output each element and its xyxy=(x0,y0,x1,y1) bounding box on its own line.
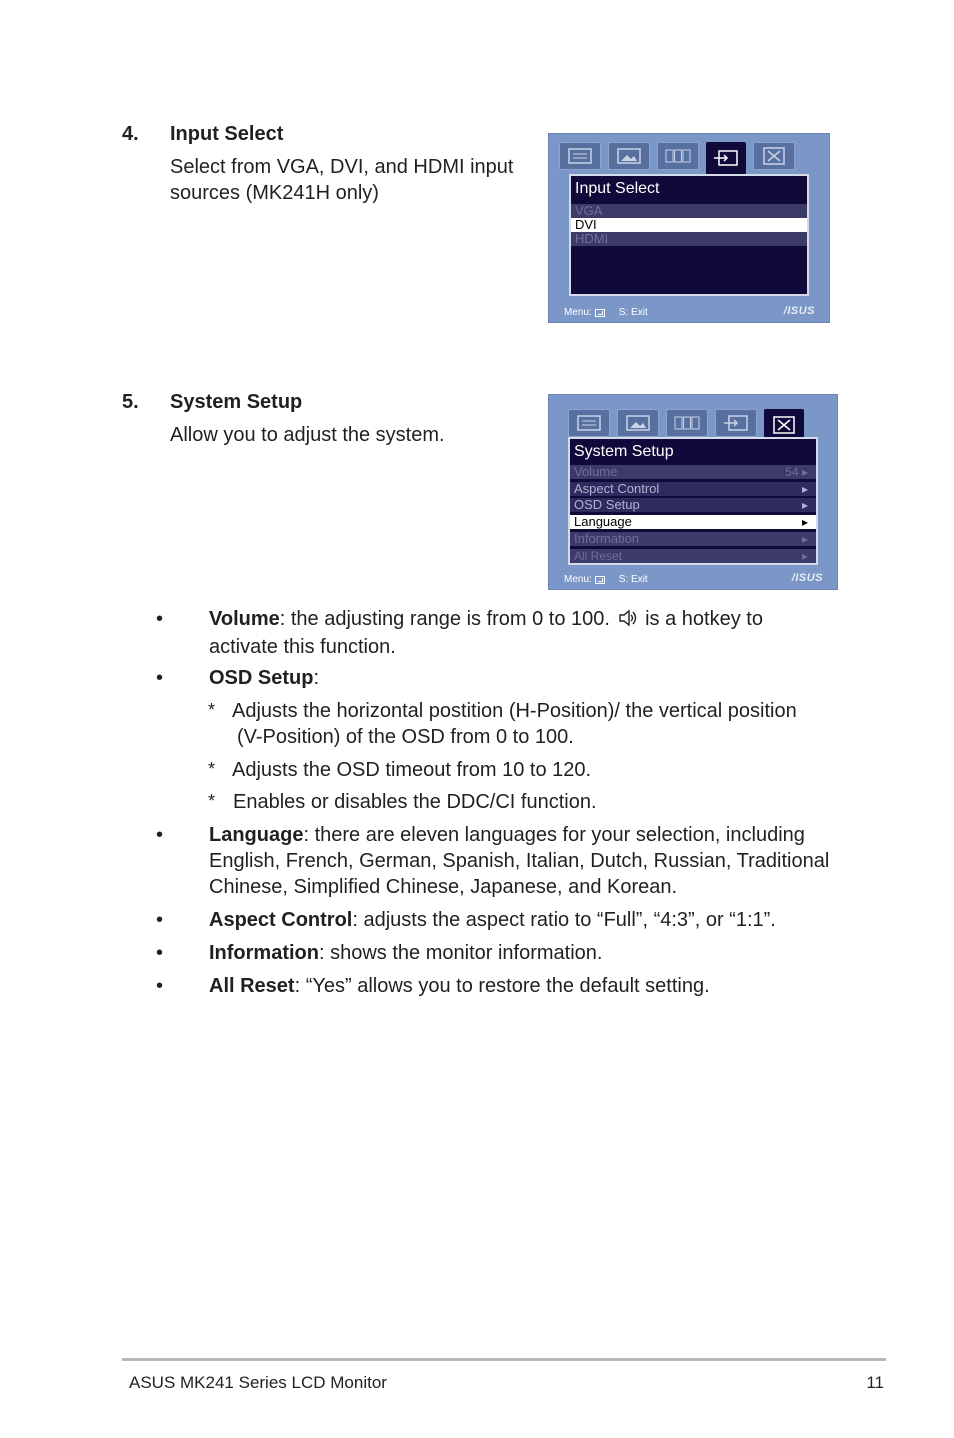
section-5-number: 5. xyxy=(122,391,139,413)
speaker-icon xyxy=(618,608,638,634)
chevron-right-icon: ▸ xyxy=(801,498,808,512)
image-tab-icon xyxy=(617,409,659,437)
osd-sub-item-1 xyxy=(232,698,797,750)
osd-footer-exit: S: Exit xyxy=(618,307,648,318)
section-4-description xyxy=(170,154,513,206)
footer-divider xyxy=(122,1358,886,1361)
bullet-all-reset-text: : “Yes” allows you to restore the default setting. xyxy=(294,975,710,997)
chevron-right-icon: ▸ xyxy=(801,482,808,496)
footer-title: ASUS MK241 Series LCD Monitor xyxy=(129,1373,387,1392)
bullet-information xyxy=(209,940,602,966)
bullet-osd-setup-marker: • xyxy=(156,667,164,689)
bullet-all-reset-label: All Reset xyxy=(209,975,295,997)
bullet-volume xyxy=(209,606,763,660)
osd-system-setup xyxy=(548,394,838,590)
osd-item-volume-label: Volume xyxy=(574,464,618,479)
bullet-aspect-text: : adjusts the aspect ratio to “Full”, “4:3”, or “1:1”. xyxy=(352,909,776,931)
osd-sub-item-1-line-1: Adjusts the horizontal postition (H-Position)/ the vertical position xyxy=(232,700,797,722)
bullet-language-line-1: : there are eleven languages for your selection, including xyxy=(303,824,805,846)
sub-marker-1: * xyxy=(208,700,216,720)
section-4-desc-line-1: Select from VGA, DVI, and HDMI input xyxy=(170,156,514,178)
osd-footer-menu: Menu: xyxy=(564,574,592,585)
osd-input-select xyxy=(548,133,830,323)
page-number: 11 xyxy=(866,1373,884,1392)
osd-item-osd-setup xyxy=(570,498,816,512)
osd-tab-bar xyxy=(559,142,795,174)
section-5-description: Allow you to adjust the system. xyxy=(170,424,445,446)
bullet-language-label: Language xyxy=(209,824,304,846)
chevron-right-icon: ▸ xyxy=(801,549,808,563)
enter-key-icon xyxy=(595,576,605,584)
bullet-language-line-3: Chinese, Simplified Chinese, Japanese, and Korean. xyxy=(209,876,678,898)
osd-item-information-label: Information xyxy=(574,531,640,546)
asus-logo: /ISUS xyxy=(783,305,815,317)
section-4-number: 4. xyxy=(122,123,139,145)
osd-item-volume xyxy=(570,465,816,479)
osd-item-language xyxy=(570,515,816,529)
osd-sub-item-2: Adjusts the OSD timeout from 10 to 120. xyxy=(232,759,592,781)
section-5-title: System Setup xyxy=(170,391,303,413)
sub-marker-3: * xyxy=(208,791,216,811)
osd-screen xyxy=(569,174,809,296)
bullet-all-reset-marker: • xyxy=(156,975,164,997)
bullet-osd-setup-colon: : xyxy=(313,667,320,689)
sub-marker-2: * xyxy=(208,759,216,779)
bullet-all-reset xyxy=(209,973,710,999)
osd-title: Input Select xyxy=(575,180,660,197)
osd-screen xyxy=(568,437,818,565)
color-tab-icon xyxy=(666,409,708,437)
splendid-tab-icon xyxy=(559,142,601,170)
osd-item-aspect-label: Aspect Control xyxy=(574,481,660,496)
bullet-volume-hotkey: is a hotkey to xyxy=(645,608,763,630)
bullet-aspect-label: Aspect Control xyxy=(209,909,353,931)
osd-item-volume-value: 54 ▸ xyxy=(785,465,808,479)
osd-sub-item-3: Enables or disables the DDC/CI function. xyxy=(233,791,597,813)
osd-item-aspect-control xyxy=(570,482,816,496)
osd-item-information xyxy=(570,532,816,546)
osd-sub-item-1-line-2: (V-Position) of the OSD from 0 to 100. xyxy=(237,726,574,748)
bullet-volume-label: Volume xyxy=(209,608,280,630)
osd-item-vga: VGA xyxy=(571,204,807,218)
bullet-aspect-control xyxy=(209,907,776,933)
volume-value: 54 xyxy=(785,465,799,479)
osd-item-language-label: Language xyxy=(574,514,632,529)
asus-logo: /ISUS xyxy=(791,572,823,584)
osd-footer xyxy=(564,574,648,585)
osd-title: System Setup xyxy=(574,443,674,460)
osd-footer-menu: Menu: xyxy=(564,307,592,318)
input-select-tab-icon xyxy=(715,409,757,437)
osd-footer xyxy=(564,307,648,318)
osd-item-osd-setup-label: OSD Setup xyxy=(574,497,640,512)
osd-item-all-reset-label: All Reset xyxy=(574,549,623,563)
section-4-title: Input Select xyxy=(170,123,284,145)
bullet-osd-setup xyxy=(209,665,319,691)
color-tab-icon xyxy=(657,142,699,170)
splendid-tab-icon xyxy=(568,409,610,437)
bullet-information-text: : shows the monitor information. xyxy=(319,942,603,964)
image-tab-icon xyxy=(608,142,650,170)
bullet-information-label: Information xyxy=(209,942,319,964)
osd-item-dvi: DVI xyxy=(571,218,807,232)
osd-item-all-reset xyxy=(570,549,816,563)
system-setup-tab-icon xyxy=(753,142,795,170)
bullet-language-marker: • xyxy=(156,824,164,846)
bullet-volume-text: : the adjusting range is from 0 to 100. xyxy=(279,608,610,630)
input-select-tab-icon xyxy=(706,142,746,174)
bullet-volume-marker: • xyxy=(156,608,164,630)
bullet-volume-line-2: activate this function. xyxy=(209,636,396,658)
chevron-right-icon: ▸ xyxy=(801,532,808,546)
bullet-language-line-2: English, French, German, Spanish, Italian, Dutch, Russian, Traditional xyxy=(209,850,830,872)
chevron-right-icon: ▸ xyxy=(801,515,808,529)
bullet-language xyxy=(209,822,829,900)
osd-footer-exit: S: Exit xyxy=(618,574,648,585)
enter-key-icon xyxy=(595,309,605,317)
osd-item-hdmi: HDMI xyxy=(571,232,807,246)
bullet-information-marker: • xyxy=(156,942,164,964)
bullet-osd-setup-label: OSD Setup xyxy=(209,667,314,689)
bullet-aspect-marker: • xyxy=(156,909,164,931)
section-4-desc-line-2: sources (MK241H only) xyxy=(170,182,379,204)
